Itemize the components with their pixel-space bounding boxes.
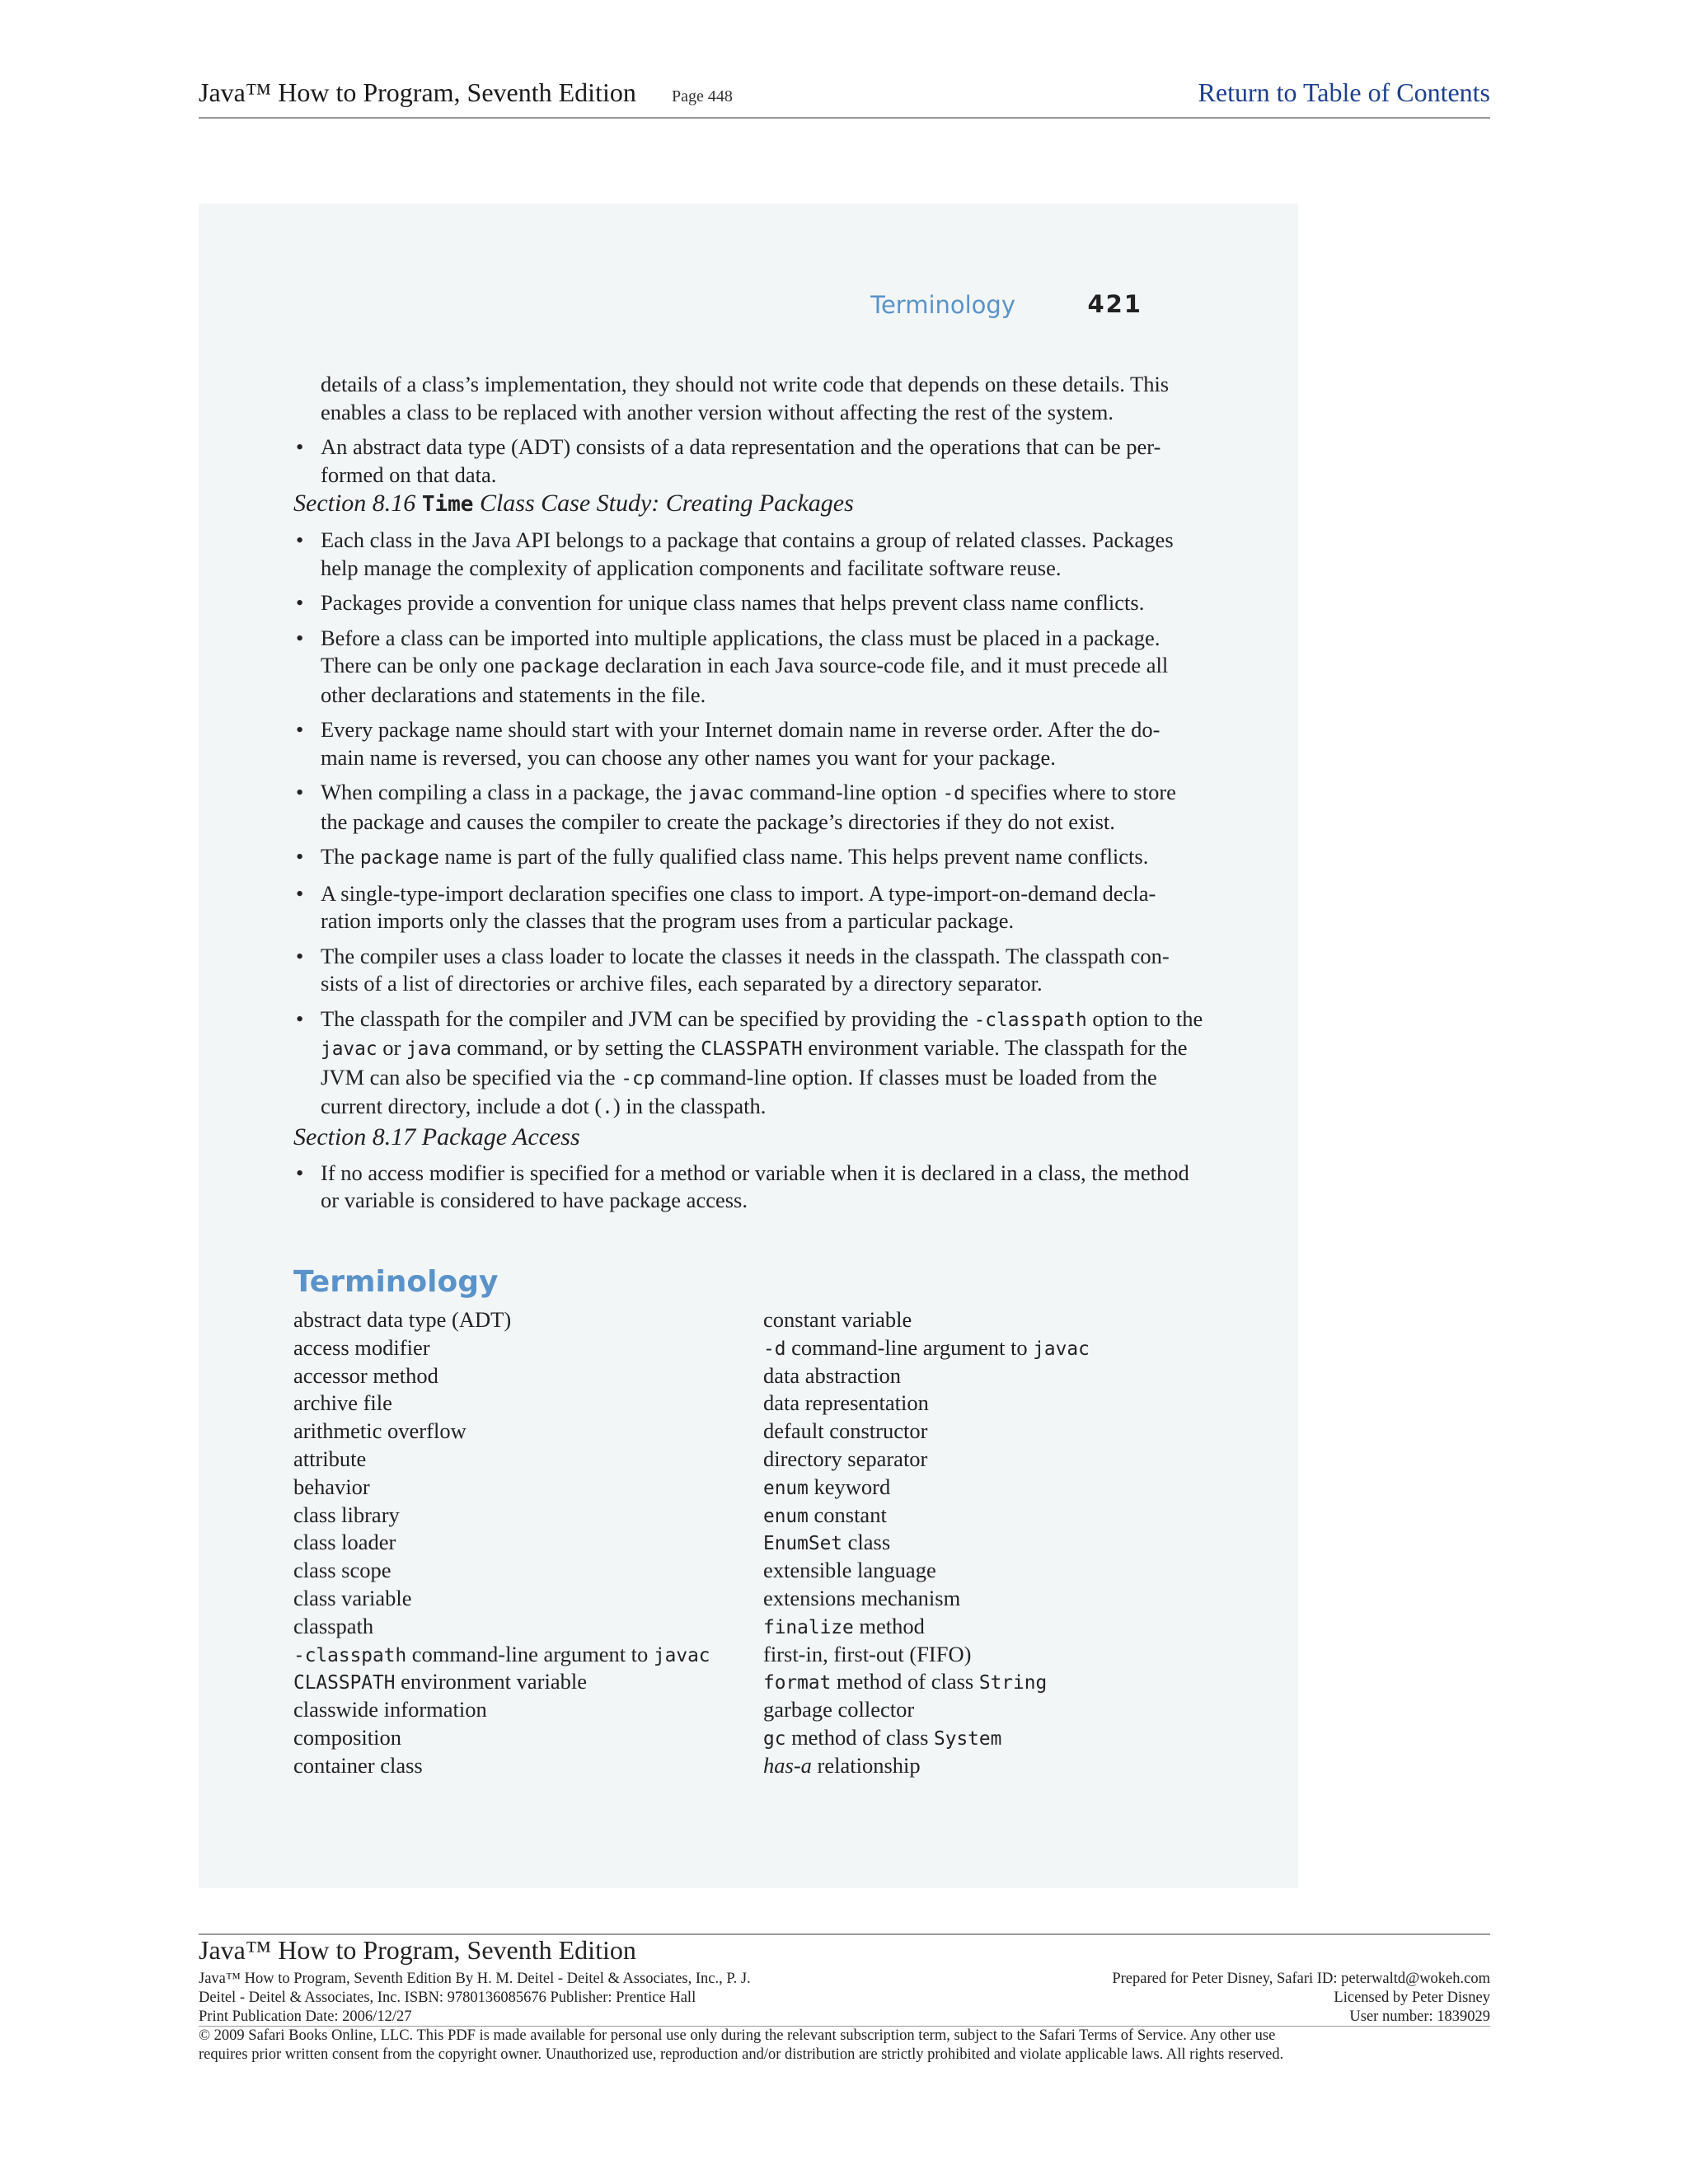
terminology-entry bbox=[293, 1724, 755, 1752]
terminology-entry bbox=[763, 1752, 1208, 1780]
bullet-icon: • bbox=[296, 943, 304, 968]
text-run: option to the bbox=[1086, 1005, 1203, 1031]
terminology-entry bbox=[763, 1306, 1208, 1334]
bullet-icon: • bbox=[296, 434, 304, 459]
text-run: keyword bbox=[808, 1474, 891, 1499]
text-run: class scope bbox=[293, 1558, 392, 1583]
terminology-entry bbox=[763, 1334, 1208, 1362]
terminology-entry bbox=[293, 1641, 755, 1669]
terminology-entry bbox=[293, 1362, 755, 1390]
terminology-entry bbox=[293, 1502, 755, 1530]
inline-code: enum bbox=[763, 1505, 809, 1527]
text-line: An abstract data type (ADT) consists of a data representation and the operations that can be per- bbox=[321, 434, 1161, 459]
text-run: composition bbox=[293, 1724, 402, 1750]
page-number: 421 bbox=[1087, 290, 1142, 318]
text-run: environment variable. The classpath for the JVM can also be specified via the bbox=[321, 1035, 1188, 1090]
list-item bbox=[293, 625, 1204, 710]
inline-code: format bbox=[763, 1672, 832, 1694]
text-run: Before a class can be imported into multiple applications, the class must be placed in a package. There can be only one bbox=[321, 625, 1160, 677]
list-item bbox=[293, 527, 1204, 582]
list-item bbox=[293, 716, 1204, 771]
heading-text: Class Case Study: Creating Packages bbox=[473, 490, 854, 517]
terminology-entry bbox=[763, 1529, 1208, 1557]
footer-info-line: Deitel - Deitel & Associates, Inc. ISBN: 9780136085676 Publisher: Prentice Hall bbox=[199, 1990, 696, 2006]
page-label: Page 448 bbox=[672, 87, 733, 105]
text-run: command, or by setting the bbox=[451, 1035, 701, 1060]
book-page bbox=[199, 204, 1298, 1888]
text-run: archive file bbox=[293, 1390, 392, 1416]
text-run: The bbox=[321, 844, 360, 869]
text-run: constant bbox=[808, 1502, 887, 1527]
terminology-entry bbox=[763, 1474, 1208, 1502]
text-run: Every package name should start with your Internet domain name in reverse order. After the do- main name is reversed, you can choose any other names you want for your package. bbox=[321, 717, 1160, 770]
footer-info-line: Print Publication Date: 2006/12/27 bbox=[199, 2008, 412, 2025]
bullet-icon: • bbox=[296, 1160, 304, 1185]
inline-code: CLASSPATH bbox=[701, 1038, 803, 1060]
text-run: abstract data type (ADT) bbox=[293, 1307, 512, 1332]
list-item bbox=[293, 880, 1204, 935]
text-run: or bbox=[377, 1035, 406, 1060]
heading-code: Time bbox=[421, 492, 474, 517]
terminology-entry bbox=[293, 1529, 755, 1557]
terminology-entry bbox=[763, 1390, 1208, 1418]
inline-code: -d bbox=[942, 783, 965, 804]
inline-code: . bbox=[602, 1097, 613, 1118]
terminology-entry bbox=[293, 1696, 755, 1724]
bullet-list bbox=[293, 434, 1204, 489]
text-run: The compiler uses a class loader to locate the classes it needs in the classpath. The classpath con- sists of a list of directories or archive files, each separated by a directory separator. bbox=[321, 943, 1170, 996]
terminology-entry bbox=[293, 1613, 755, 1641]
inline-code: javac bbox=[687, 783, 744, 804]
inline-code: String bbox=[978, 1672, 1048, 1694]
inline-code: CLASSPATH bbox=[293, 1672, 396, 1694]
list-item bbox=[293, 943, 1204, 998]
terminology-entry bbox=[763, 1585, 1208, 1613]
terminology-entry bbox=[293, 1668, 755, 1696]
footer-license-line: Licensed by Peter Disney bbox=[1334, 1990, 1490, 2006]
terminology-entry bbox=[763, 1724, 1208, 1752]
list-item bbox=[293, 1005, 1204, 1122]
terminology-entry bbox=[763, 1418, 1208, 1446]
list-item bbox=[293, 843, 1204, 873]
bullet-list bbox=[293, 527, 1204, 1122]
terminology-entry bbox=[293, 1446, 755, 1474]
text-run: behavior bbox=[293, 1474, 370, 1499]
inline-code: System bbox=[934, 1727, 1002, 1750]
terminology-column-right bbox=[763, 1306, 1208, 1780]
text-run: method of class bbox=[831, 1669, 979, 1694]
text-run: accessor method bbox=[293, 1362, 438, 1388]
heading-text: Section 8.16 bbox=[293, 490, 422, 517]
text-run: constant variable bbox=[763, 1307, 912, 1332]
inline-code: javac bbox=[1033, 1338, 1090, 1360]
copyright-line: requires prior written consent from the copyright owner. Unauthorized use, reproduction and/or distribution are strictly prohibited and violate applicable laws. All rights reserved. bbox=[199, 2046, 1284, 2063]
inline-code: enum bbox=[763, 1477, 809, 1499]
text-run: Each class in the Java API belongs to a package that contains a group of related classes. Packages help manage the complexity of application components and facilitate software reuse. bbox=[321, 527, 1174, 580]
text-run: classwide information bbox=[293, 1697, 487, 1722]
text-run: name is part of the fully qualified class name. This helps prevent name conflicts. bbox=[438, 844, 1149, 869]
inline-code: java bbox=[406, 1038, 452, 1060]
text-line: details of a class’s implementation, they should not write code that depends on these details. This bbox=[321, 372, 1170, 396]
terminology-entry bbox=[293, 1557, 755, 1585]
terminology-entry bbox=[293, 1334, 755, 1362]
text-run: A single-type-import declaration specifies one class to import. A type-import-on-demand decla- ration imports only the classes that the program uses from a particular package. bbox=[321, 880, 1156, 933]
terminology-entry bbox=[293, 1474, 755, 1502]
list-item bbox=[293, 589, 1204, 617]
section-heading-8-16 bbox=[293, 489, 1204, 519]
text-run: environment variable bbox=[395, 1669, 587, 1694]
text-run: command-line option. If classes must be loaded from the current directory, include a dot ( bbox=[321, 1064, 1157, 1118]
terminology-entry bbox=[763, 1446, 1208, 1474]
inline-code: finalize bbox=[763, 1616, 854, 1638]
text-run: The classpath for the compiler and JVM can be specified by providing the bbox=[321, 1005, 974, 1031]
bullet-list bbox=[293, 1160, 1204, 1215]
terminology-entry bbox=[763, 1696, 1208, 1724]
page-body bbox=[293, 371, 1204, 1215]
terminology-entry bbox=[763, 1557, 1208, 1585]
text-run: class library bbox=[293, 1502, 400, 1527]
copyright-line: © 2009 Safari Books Online, LLC. This PDF is made available for personal use only during the relevant subscription term, subject to the Safari Terms of Service. Any other use bbox=[199, 2027, 1276, 2044]
list-item bbox=[293, 1160, 1204, 1215]
text-run: method of class bbox=[785, 1724, 935, 1750]
bullet-icon: • bbox=[296, 844, 304, 869]
list-item bbox=[293, 779, 1204, 836]
inline-code: -d bbox=[763, 1338, 786, 1360]
bullet-icon: • bbox=[296, 1005, 304, 1031]
text-run: class bbox=[842, 1530, 891, 1555]
text-run: When compiling a class in a package, the bbox=[321, 780, 688, 804]
footer-divider bbox=[199, 2026, 1490, 2027]
inline-code: javac bbox=[321, 1038, 377, 1060]
text-run: Packages provide a convention for unique class names that helps prevent class name conflicts. bbox=[321, 590, 1145, 615]
text-run: attribute bbox=[293, 1446, 367, 1471]
inline-code: -classpath bbox=[293, 1644, 407, 1666]
text-run: default constructor bbox=[763, 1418, 928, 1444]
inline-code: -classpath bbox=[973, 1009, 1087, 1031]
text-line: enables a class to be replaced with another version without affecting the rest of the system. bbox=[321, 399, 1114, 424]
terminology-section bbox=[293, 1265, 1200, 1778]
text-run: extensions mechanism bbox=[763, 1585, 961, 1610]
text-run: declaration in each Java source-code file, and it must precede all other declarations and statements in the file. bbox=[321, 653, 1169, 707]
text-line: formed on that data. bbox=[321, 462, 497, 487]
bullet-icon: • bbox=[296, 527, 304, 552]
text-run: first-in, first-out (FIFO) bbox=[763, 1641, 972, 1666]
terminology-entry bbox=[293, 1390, 755, 1418]
footer-license-line: User number: 1839029 bbox=[1349, 2008, 1490, 2025]
inline-code: -cp bbox=[621, 1067, 655, 1090]
inline-code: javac bbox=[653, 1644, 710, 1666]
terminology-entry bbox=[293, 1306, 755, 1334]
inline-code: package bbox=[520, 656, 600, 677]
text-run: container class bbox=[293, 1752, 423, 1778]
terminology-entry bbox=[293, 1585, 755, 1613]
text-run: access modifier bbox=[293, 1334, 430, 1360]
text-run: command-line option bbox=[743, 780, 943, 804]
page-header bbox=[199, 76, 1490, 119]
bullet-icon: • bbox=[296, 780, 304, 804]
text-run: extensible language bbox=[763, 1558, 936, 1583]
inline-code: EnumSet bbox=[763, 1533, 843, 1555]
page-footer bbox=[199, 1933, 1490, 2063]
inline-code: gc bbox=[763, 1727, 786, 1750]
terminology-column-left bbox=[293, 1306, 755, 1780]
text-run: class loader bbox=[293, 1530, 396, 1555]
text-run: classpath bbox=[293, 1613, 374, 1638]
bullet-icon: • bbox=[296, 717, 304, 742]
text-run: directory separator bbox=[763, 1446, 928, 1471]
return-to-toc-link[interactable]: Return to Table of Contents bbox=[1198, 77, 1490, 107]
text-run: ) in the classpath. bbox=[612, 1094, 767, 1118]
inline-code: package bbox=[359, 847, 439, 869]
terminology-entry bbox=[763, 1362, 1208, 1390]
terminology-entry bbox=[763, 1502, 1208, 1530]
terminology-heading: Terminology bbox=[293, 1265, 499, 1299]
running-title: Terminology bbox=[870, 291, 1015, 319]
text-run: method bbox=[853, 1613, 925, 1638]
text-run: data abstraction bbox=[763, 1362, 902, 1388]
bullet-icon: • bbox=[296, 880, 304, 906]
bullet-icon: • bbox=[296, 625, 304, 650]
footer-info-line: Java™ How to Program, Seventh Edition By H. M. Deitel - Deitel & Associates, Inc., P. J. bbox=[199, 1971, 751, 1987]
text-run: relationship bbox=[811, 1752, 921, 1778]
text-run: garbage collector bbox=[763, 1697, 915, 1722]
text-run: specifies where to store the package and causes the compiler to create the package’s directories if they do not exist. bbox=[321, 780, 1176, 834]
text-run: If no access modifier is specified for a method or variable when it is declared in a class, the method or variable is considered to have package access. bbox=[321, 1160, 1189, 1212]
text-run: arithmetic overflow bbox=[293, 1418, 467, 1444]
terminology-entry bbox=[293, 1752, 755, 1780]
emphasis-text: has-a bbox=[763, 1752, 812, 1778]
section-heading-8-17: Section 8.17 Package Access bbox=[293, 1122, 580, 1151]
text-run: data representation bbox=[763, 1390, 929, 1416]
text-run: command-line argument to bbox=[785, 1334, 1034, 1360]
running-head bbox=[199, 291, 1205, 327]
continued-paragraph bbox=[293, 371, 1204, 426]
footer-license-line: Prepared for Peter Disney, Safari ID: peterwaltd@wokeh.com bbox=[1112, 1971, 1490, 1987]
text-run: class variable bbox=[293, 1585, 412, 1610]
book-title: Java™ How to Program, Seventh Edition bbox=[199, 77, 636, 107]
footer-title: Java™ How to Program, Seventh Edition bbox=[199, 1935, 636, 1965]
bullet-icon: • bbox=[296, 590, 304, 615]
list-item bbox=[293, 434, 1204, 489]
text-run: command-line argument to bbox=[406, 1641, 654, 1666]
terminology-entry bbox=[293, 1418, 755, 1446]
terminology-entry bbox=[763, 1641, 1208, 1669]
terminology-entry bbox=[763, 1668, 1208, 1696]
terminology-entry bbox=[763, 1613, 1208, 1641]
